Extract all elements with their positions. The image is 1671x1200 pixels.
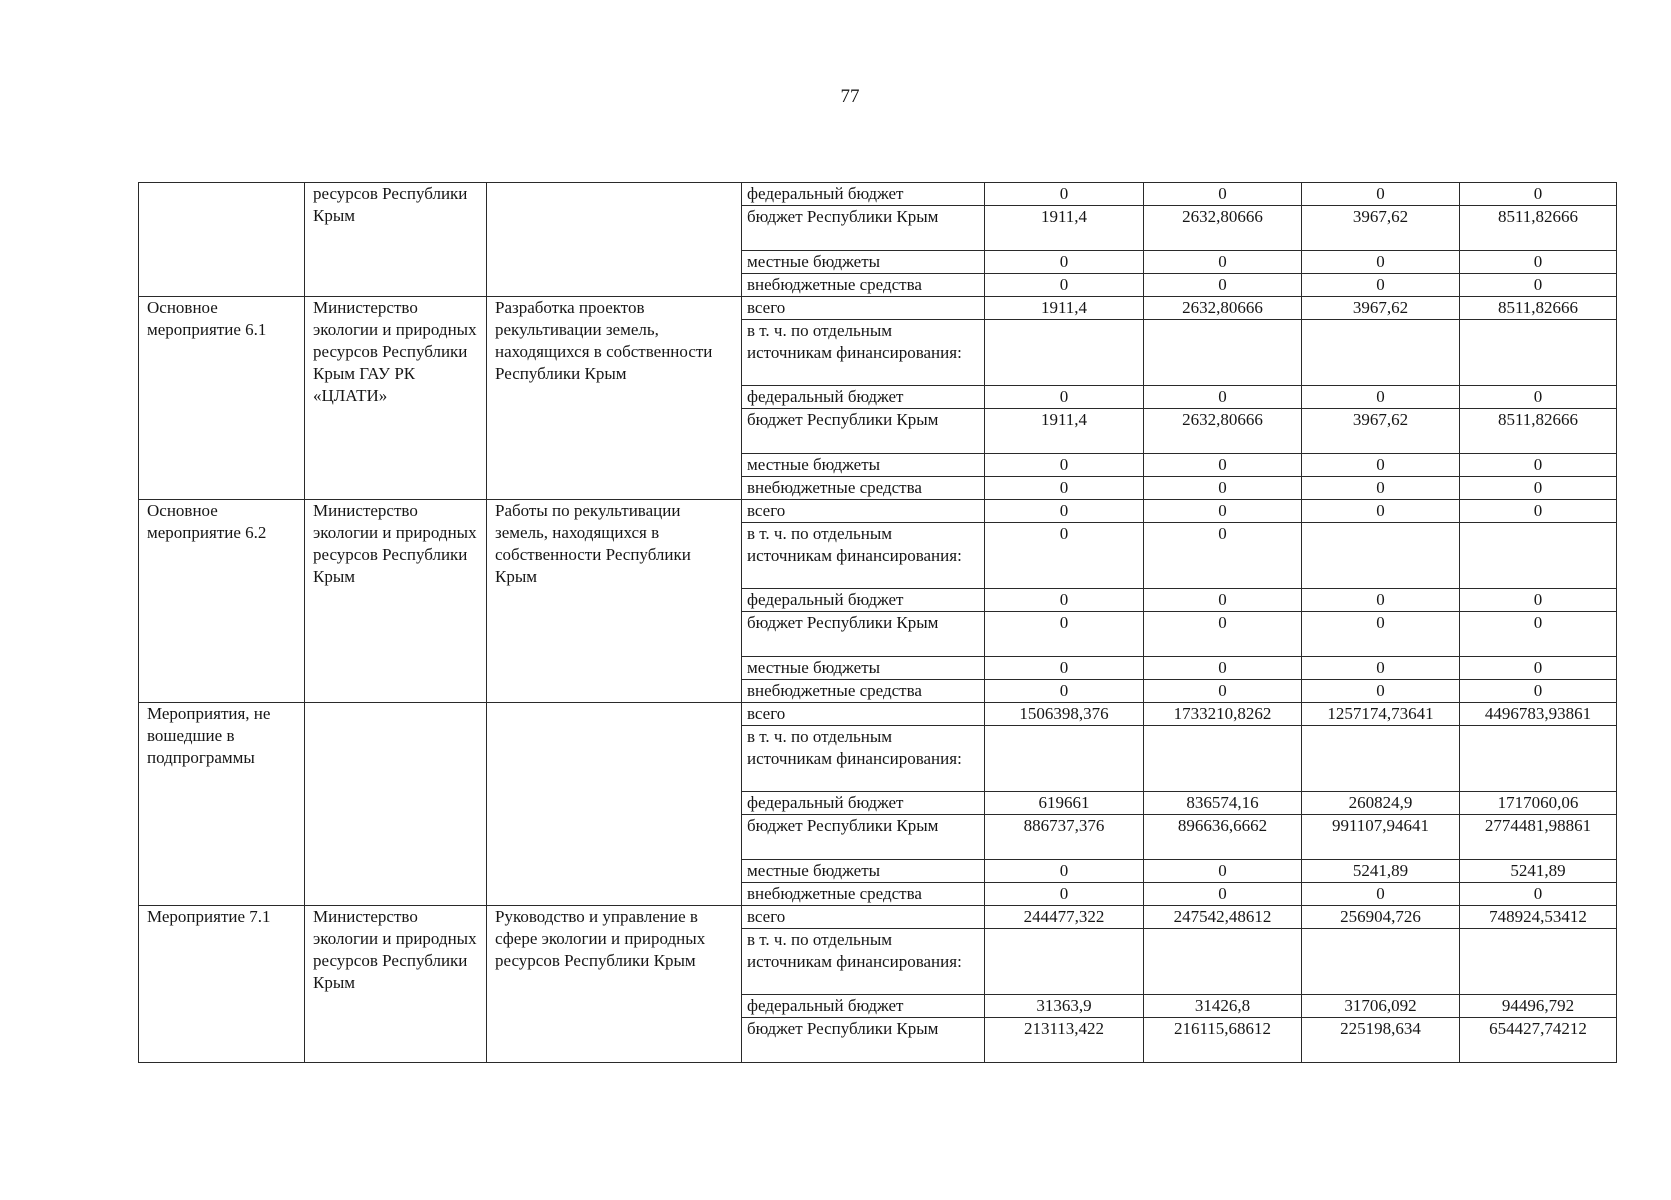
source-label: местные бюджеты: [742, 251, 985, 274]
value-cell: [1302, 726, 1460, 792]
value-cell: 886737,376: [985, 815, 1144, 860]
value-cell: 1911,4: [985, 297, 1144, 320]
value-cell: 2632,80666: [1144, 206, 1302, 251]
value-cell: 0: [1460, 612, 1617, 657]
value-cell: 0: [1460, 589, 1617, 612]
source-label: всего: [742, 703, 985, 726]
value-cell: 0: [1144, 860, 1302, 883]
source-label: федеральный бюджет: [742, 183, 985, 206]
value-cell: 94496,792: [1460, 995, 1617, 1018]
value-cell: 0: [985, 477, 1144, 500]
source-label: в т. ч. по отдельным источникам финансирования:: [742, 726, 985, 792]
value-cell: 1911,4: [985, 206, 1144, 251]
value-cell: [1144, 320, 1302, 386]
source-label: федеральный бюджет: [742, 995, 985, 1018]
value-cell: 0: [1460, 183, 1617, 206]
value-cell: 0: [985, 680, 1144, 703]
value-cell: 0: [1302, 251, 1460, 274]
value-cell: 748924,53412: [1460, 906, 1617, 929]
value-cell: 2632,80666: [1144, 297, 1302, 320]
value-cell: 0: [985, 589, 1144, 612]
value-cell: 8511,82666: [1460, 297, 1617, 320]
value-cell: 213113,422: [985, 1018, 1144, 1063]
value-cell: 836574,16: [1144, 792, 1302, 815]
budget-table: [138, 182, 1617, 1063]
value-cell: 31363,9: [985, 995, 1144, 1018]
value-cell: 0: [1460, 477, 1617, 500]
value-cell: 0: [1144, 883, 1302, 906]
event-name-cell: Мероприятия, не вошедшие в подпрограммы: [139, 703, 305, 906]
source-label: местные бюджеты: [742, 657, 985, 680]
event-name-cell: Основное мероприятие 6.1: [139, 297, 305, 500]
event-title-cell: [487, 703, 742, 906]
value-cell: 0: [1144, 386, 1302, 409]
value-cell: 0: [1144, 477, 1302, 500]
value-cell: 0: [1460, 657, 1617, 680]
value-cell: 0: [1460, 251, 1617, 274]
value-cell: 2632,80666: [1144, 409, 1302, 454]
value-cell: 31426,8: [1144, 995, 1302, 1018]
value-cell: 0: [1144, 274, 1302, 297]
value-cell: 1257174,73641: [1302, 703, 1460, 726]
value-cell: 4496783,93861: [1460, 703, 1617, 726]
value-cell: [1302, 523, 1460, 589]
event-title-cell: [487, 183, 742, 297]
event-name-cell: [139, 183, 305, 297]
table-row: [139, 703, 1617, 726]
value-cell: [985, 726, 1144, 792]
value-cell: 1717060,06: [1460, 792, 1617, 815]
value-cell: 5241,89: [1302, 860, 1460, 883]
value-cell: [985, 929, 1144, 995]
value-cell: 0: [985, 386, 1144, 409]
source-label: бюджет Республики Крым: [742, 206, 985, 251]
value-cell: 0: [1302, 183, 1460, 206]
event-name-cell: Мероприятие 7.1: [139, 906, 305, 1063]
value-cell: 0: [1144, 657, 1302, 680]
source-label: бюджет Республики Крым: [742, 612, 985, 657]
value-cell: 0: [1460, 680, 1617, 703]
value-cell: 3967,62: [1302, 409, 1460, 454]
source-label: всего: [742, 297, 985, 320]
value-cell: 0: [1302, 500, 1460, 523]
value-cell: 247542,48612: [1144, 906, 1302, 929]
value-cell: 225198,634: [1302, 1018, 1460, 1063]
event-title-cell: Работы по рекультивации земель, находящихся в собственности Республики Крым: [487, 500, 742, 703]
source-label: федеральный бюджет: [742, 589, 985, 612]
value-cell: 991107,94641: [1302, 815, 1460, 860]
value-cell: 8511,82666: [1460, 206, 1617, 251]
source-label: внебюджетные средства: [742, 883, 985, 906]
value-cell: 0: [985, 860, 1144, 883]
value-cell: 0: [1302, 454, 1460, 477]
value-cell: 0: [1144, 523, 1302, 589]
value-cell: 0: [1144, 589, 1302, 612]
value-cell: 0: [1460, 386, 1617, 409]
value-cell: 0: [1144, 500, 1302, 523]
value-cell: 0: [985, 274, 1144, 297]
value-cell: 0: [985, 454, 1144, 477]
value-cell: 0: [1302, 883, 1460, 906]
value-cell: 0: [1302, 589, 1460, 612]
table-row: [139, 297, 1617, 320]
value-cell: 0: [1302, 274, 1460, 297]
value-cell: 654427,74212: [1460, 1018, 1617, 1063]
value-cell: 619661: [985, 792, 1144, 815]
executor-cell: Министерство экологии и природных ресурсов Республики Крым: [305, 500, 487, 703]
value-cell: [1460, 929, 1617, 995]
value-cell: 0: [1144, 454, 1302, 477]
value-cell: 0: [985, 251, 1144, 274]
value-cell: 0: [1302, 657, 1460, 680]
value-cell: 1506398,376: [985, 703, 1144, 726]
value-cell: 3967,62: [1302, 297, 1460, 320]
page-number: 77: [840, 86, 860, 107]
value-cell: 0: [1144, 251, 1302, 274]
value-cell: 3967,62: [1302, 206, 1460, 251]
value-cell: 0: [985, 883, 1144, 906]
value-cell: 5241,89: [1460, 860, 1617, 883]
event-name-cell: Основное мероприятие 6.2: [139, 500, 305, 703]
executor-cell: Министерство экологии и природных ресурсов Республики Крым: [305, 906, 487, 1063]
table-row: [139, 183, 1617, 206]
source-label: внебюджетные средства: [742, 680, 985, 703]
value-cell: 0: [985, 523, 1144, 589]
table-body: [139, 183, 1617, 1063]
value-cell: 256904,726: [1302, 906, 1460, 929]
table-row: [139, 500, 1617, 523]
table-row: [139, 906, 1617, 929]
value-cell: 0: [1302, 680, 1460, 703]
value-cell: 0: [1460, 883, 1617, 906]
value-cell: [1460, 726, 1617, 792]
value-cell: 0: [1302, 386, 1460, 409]
source-label: бюджет Республики Крым: [742, 1018, 985, 1063]
value-cell: [1302, 929, 1460, 995]
source-label: местные бюджеты: [742, 860, 985, 883]
value-cell: [1144, 929, 1302, 995]
value-cell: [1460, 320, 1617, 386]
source-label: всего: [742, 500, 985, 523]
value-cell: 0: [1460, 500, 1617, 523]
value-cell: 896636,6662: [1144, 815, 1302, 860]
source-label: в т. ч. по отдельным источникам финансирования:: [742, 523, 985, 589]
value-cell: 1911,4: [985, 409, 1144, 454]
value-cell: 0: [1144, 183, 1302, 206]
executor-cell: [305, 703, 487, 906]
value-cell: 0: [985, 183, 1144, 206]
value-cell: 1733210,8262: [1144, 703, 1302, 726]
value-cell: 0: [1460, 454, 1617, 477]
event-title-cell: Разработка проектов рекультивации земель, находящихся в собственности Республики Крым: [487, 297, 742, 500]
value-cell: 8511,82666: [1460, 409, 1617, 454]
source-label: федеральный бюджет: [742, 386, 985, 409]
source-label: бюджет Республики Крым: [742, 409, 985, 454]
value-cell: 0: [985, 657, 1144, 680]
source-label: внебюджетные средства: [742, 477, 985, 500]
source-label: в т. ч. по отдельным источникам финансирования:: [742, 929, 985, 995]
value-cell: 0: [1302, 477, 1460, 500]
value-cell: 2774481,98861: [1460, 815, 1617, 860]
value-cell: 0: [1144, 612, 1302, 657]
value-cell: 0: [1302, 612, 1460, 657]
executor-cell: Министерство экологии и природных ресурсов Республики Крым ГАУ РК «ЦЛАТИ»: [305, 297, 487, 500]
source-label: местные бюджеты: [742, 454, 985, 477]
value-cell: 0: [985, 612, 1144, 657]
value-cell: [1302, 320, 1460, 386]
source-label: в т. ч. по отдельным источникам финансирования:: [742, 320, 985, 386]
value-cell: [985, 320, 1144, 386]
source-label: федеральный бюджет: [742, 792, 985, 815]
executor-cell: ресурсов Республики Крым: [305, 183, 487, 297]
source-label: внебюджетные средства: [742, 274, 985, 297]
value-cell: [1460, 523, 1617, 589]
value-cell: [1144, 726, 1302, 792]
value-cell: 31706,092: [1302, 995, 1460, 1018]
source-label: всего: [742, 906, 985, 929]
value-cell: 0: [985, 500, 1144, 523]
event-title-cell: Руководство и управление в сфере экологии и природных ресурсов Республики Крым: [487, 906, 742, 1063]
value-cell: 260824,9: [1302, 792, 1460, 815]
value-cell: 216115,68612: [1144, 1018, 1302, 1063]
value-cell: 244477,322: [985, 906, 1144, 929]
value-cell: 0: [1460, 274, 1617, 297]
value-cell: 0: [1144, 680, 1302, 703]
source-label: бюджет Республики Крым: [742, 815, 985, 860]
